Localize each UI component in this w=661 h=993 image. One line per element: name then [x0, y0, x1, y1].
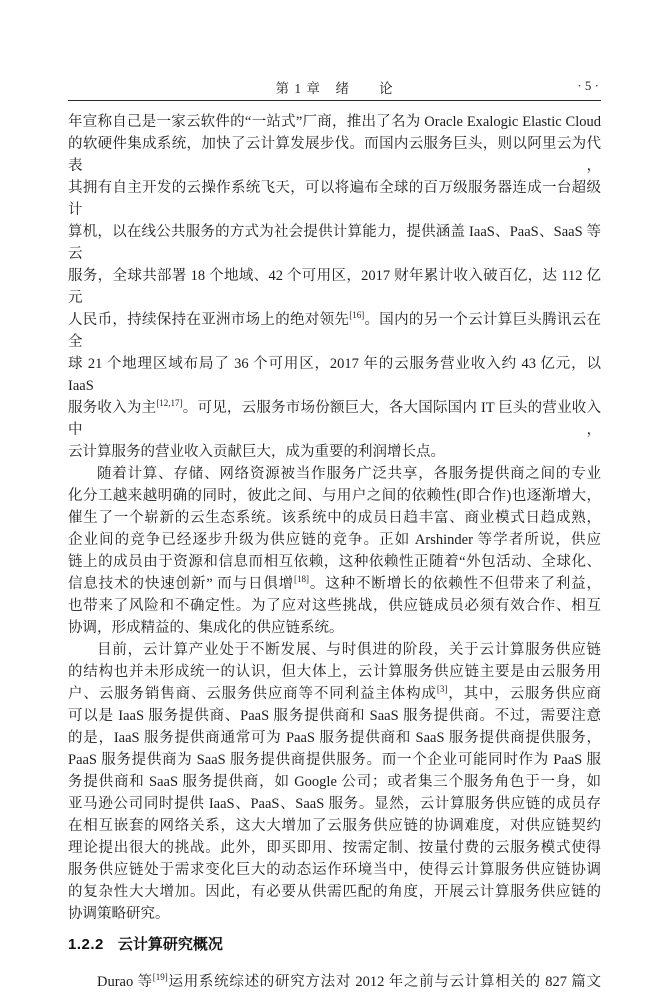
citation-ref: [18] [294, 574, 310, 585]
text-line: 目前，云计算产业处于不断发展、与时俱进的阶段，关于云计算服务供应链 [97, 642, 601, 658]
citation-ref: [3] [436, 684, 448, 695]
text-line: 服务供应链处于需求变化巨大的动态运作环境当中，使得云计算服务供应链协调 [68, 862, 601, 878]
text-line: 云计算服务的营业收入贡献巨大，成为重要的利润增长点。 [68, 444, 445, 460]
chapter-title: 第 1 章 绪 论 [275, 81, 394, 96]
text-line: 随着计算、存储、网络资源被当作服务广泛共享，各服务提供商之间的专业 [97, 466, 601, 482]
text-line: 服务，全球共部署 18 个地域、42 个可用区，2017 财年累计收入破百亿，达 112 亿元 [68, 268, 601, 306]
text-line: 球 21 个地理区域布局了 36 个可用区，2017 年的云服务营业收入约 43 亿元，以 IaaS [68, 356, 601, 394]
text-line: PaaS 服务提供商为 SaaS 服务提供商提供服务。而一个企业可能同时作为 PaaS 服 [68, 752, 601, 768]
text-line: 户、云服务销售商、云服务供应商等不同利益主体构成[3]，其中，云服务供应商 [68, 684, 602, 702]
text-line: 年宣称自己是一家云软件的“一站式”厂商，推出了名为 Oracle Exalogic Elastic Cloud [68, 114, 601, 130]
text-line: 算机，以在线公共服务的方式为社会提供计算能力，提供涵盖 IaaS、PaaS、SaaS 等云 [68, 224, 601, 262]
text-line: 协调策略研究。 [68, 906, 170, 922]
text-line: 可以是 IaaS 服务提供商、PaaS 服务提供商和 SaaS 服务提供商。不过，需要注意 [68, 708, 601, 724]
section-title: 云计算研究概况 [117, 936, 223, 953]
citation-ref: [19] [152, 972, 168, 983]
text-line: 催生了一个崭新的云生态系统。该系统中的成员日趋丰富、商业模式日趋成熟， [68, 510, 601, 526]
text-line: 化分工越来越明确的同时，彼此之间、与用户之间的依赖性(即合作)也逐渐增大， [68, 488, 601, 504]
text-line: 务提供商和 SaaS 服务提供商，如 Google 公司；或者集三个服务角色于一身，如 [68, 774, 601, 790]
text-line: 亚马逊公司同时提供 IaaS、PaaS、SaaS 服务。显然，云计算服务供应链的成员存 [68, 796, 601, 812]
text-line: 信息技术的快速创新” 而与日俱增[18]。这种不断增长的依赖性不但带来了利益， [68, 574, 601, 592]
text-line: 理论提出很大的挑战。此外，即买即用、按需定制、按量付费的云服务模式使得 [68, 840, 601, 856]
text-line: 人民币，持续保持在亚洲市场上的绝对领先[16]。国内的另一个云计算巨头腾讯云在全 [68, 310, 602, 350]
section-heading [68, 934, 601, 956]
text-body [68, 111, 601, 993]
text-line: 的软硬件集成系统，加快了云计算发展步伐。而国内云服务巨头，则以阿里云为代表， [68, 136, 601, 174]
section-number: 1.2.2 [68, 936, 104, 953]
text-line: 其拥有自主开发的云操作系统飞天，可以将遍布全球的百万级服务器连成一台超级计 [68, 180, 601, 218]
text-line: 服务收入为主[12,17]。可见，云服务市场份额巨大，各大国际国内 IT 巨头的营业收入中， [68, 398, 602, 438]
text-line: 的复杂性大大增加。因此，有必要从供需匹配的角度，开展云计算服务供应链的 [68, 884, 601, 900]
running-head [68, 74, 601, 101]
citation-ref: [12,17] [156, 398, 183, 409]
text-line: 协调，形成精益的、集成化的供应链系统。 [68, 620, 344, 636]
text-line: 的是，IaaS 服务提供商通常可为 PaaS 服务提供商和 SaaS 服务提供商提供服务， [68, 730, 601, 746]
text-line: 的结构也并未形成统一的认识，但大体上，云计算服务供应链主要是由云服务用 [68, 664, 601, 680]
text-line: 链上的成员由于资源和信息而相互依赖，这种依赖性正随着“外包活动、全球化、 [68, 554, 601, 570]
text-line: 也带来了风险和不确定性。为了应对这些挑战，供应链成员必须有效合作、相互 [68, 598, 601, 614]
citation-ref: [16] [349, 310, 365, 321]
text-line: 企业间的竞争已经逐步升级为供应链的竞争。正如 Arshinder 等学者所说，供应 [68, 532, 601, 548]
page-number: · 5 · [577, 78, 599, 93]
text-line: Durao 等[19]运用系统综述的研究方法对 2012 年之前与云计算相关的 827 篇文 [97, 972, 601, 990]
text-line: 在相互嵌套的网络关系，这大大增加了云服务供应链的协调难度，对供应链契约 [68, 818, 601, 834]
